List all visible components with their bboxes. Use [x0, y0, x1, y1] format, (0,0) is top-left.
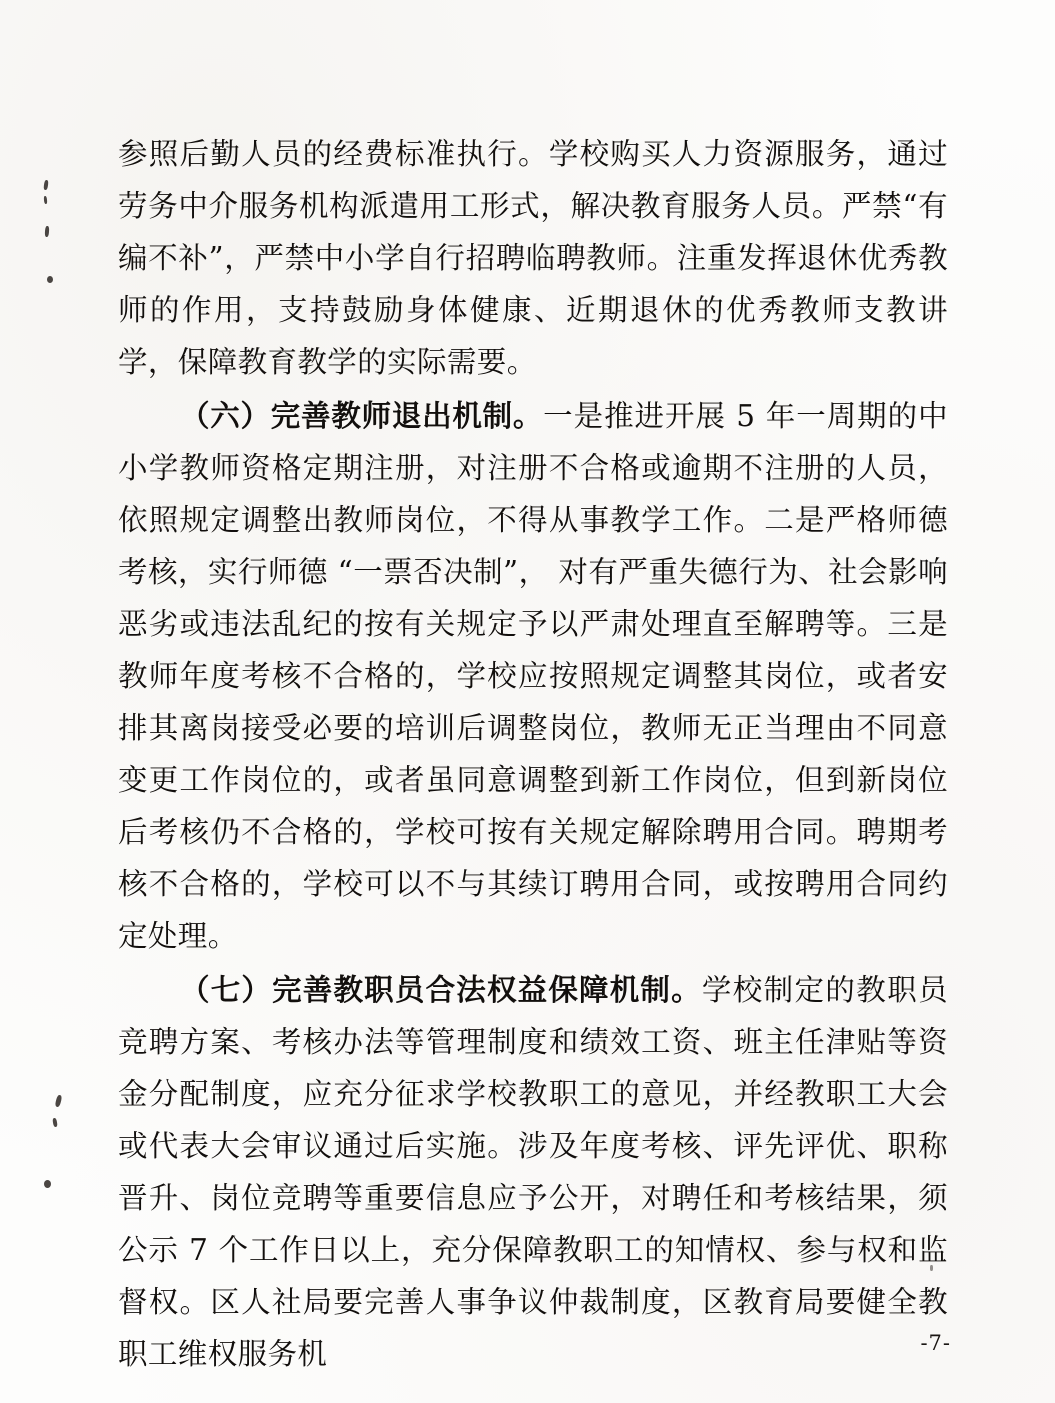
page-number: -7-: [920, 1331, 951, 1355]
scan-speck: [44, 196, 48, 204]
scan-speck: [47, 276, 53, 283]
paragraph-text: 一是推进开展 5 年一周期的中小学教师资格定期注册，对注册不合格或逾期不注册的人员，依照规定调整出教师岗位，不得从事教学工作。二是严格师德考核，实行师德 “一票否决制”， 对有严重失德行为、社会影响恶劣或违法乱纪的按有关规定予以严肃处理直至解聘等。三是教师年度考核不合格的，学校应按照规定调整其岗位，或者安排其离岗接受必要的培训后调整岗位，教师无正当理由不同意变更工作岗位的，或者虽同意调整到新工作岗位，但到新岗位后考核仍不合格的，学校可按有关规定解除聘用合同。聘期考核不合格的，学校可以不与其续订聘用合同，或按聘用合同约定处理。: [118, 399, 948, 953]
scan-speck: [44, 1180, 51, 1188]
paragraph-text: 参照后勤人员的经费标准执行。学校购买人力资源服务，通过劳务中介服务机构派遣用工形式，解决教育服务人员。严禁“有编不补”，严禁中小学自行招聘临聘教师。注重发挥退休优秀教师的作用，支持鼓励身体健康、近期退休的优秀教师支教讲学，保障教育教学的实际需要。: [118, 137, 948, 379]
document-body: [118, 128, 948, 1382]
scan-speck: [55, 1095, 63, 1108]
paragraph-section-six: [118, 390, 948, 962]
scan-speck: [52, 1118, 58, 1128]
paragraph-text: 学校制定的教职员竞聘方案、考核办法等管理制度和绩效工资、班主任津贴等资金分配制度，应充分征求学校教职工的意见，并经教职工大会或代表大会审议通过后实施。涉及年度考核、评先评优、职称晋升、岗位竞聘等重要信息应予公开，对聘任和考核结果，须公示 7 个工作日以上，充分保障教职工的知情权、参与权和监督权。区人社局要完善人事争议仲裁制度，区教育局要健全教职工维权服务机: [118, 973, 948, 1371]
section-heading-six: （六）完善教师退出机制。: [180, 398, 544, 433]
paragraph-continued: [118, 128, 948, 388]
section-heading-seven: （七）完善教职员合法权益保障机制。: [180, 972, 702, 1007]
paragraph-section-seven: [118, 964, 948, 1380]
scan-speck: [45, 226, 50, 237]
scan-speck: [43, 180, 48, 190]
